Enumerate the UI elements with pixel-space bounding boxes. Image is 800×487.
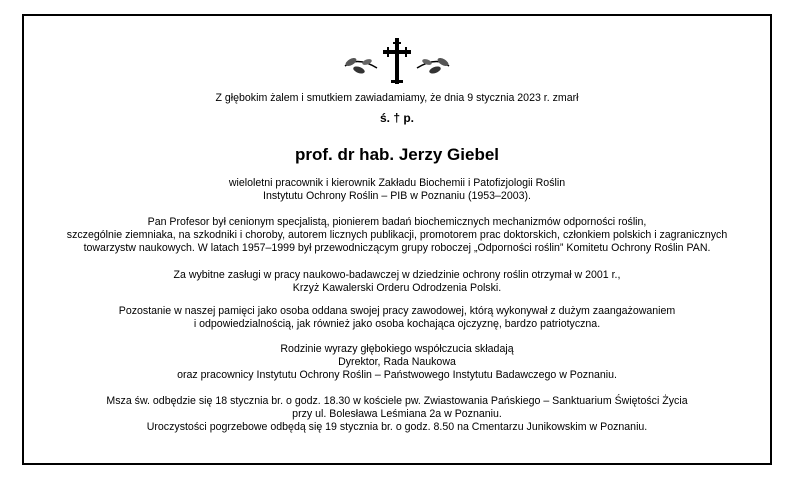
paragraph-line: Rodzinie wyrazy głębokiego współczucia składają <box>280 343 514 355</box>
opening-text: Z głębokim żalem i smutkiem zawiadamiamy, że dnia 9 stycznia 2023 r. zmarł <box>215 92 579 104</box>
paragraph-line: Msza św. odbędzie się 18 stycznia br. o godz. 18.30 w kościele pw. Zwiastowania Pańskiego – Sanktuarium Świętości Życia <box>106 395 688 407</box>
paragraph-line: wieloletni pracownik i kierownik Zakładu Biochemii i Patofizjologii Roślin <box>228 177 566 189</box>
paragraph-line: Uroczystości pogrzebowe odbędą się 19 stycznia br. o godz. 8.50 na Cmentarzu Junikowskim w Poznaniu. <box>146 421 648 433</box>
deceased-name: prof. dr hab. Jerzy Giebel <box>294 145 500 164</box>
paragraph-line: oraz pracownicy Instytutu Ochrony Roślin – Państwowego Instytutu Badawczego w Poznaniu. <box>177 369 617 381</box>
paragraph-achievements <box>24 216 770 255</box>
paragraph-line: Pan Profesor był cenionym specjalistą, pionierem badań biochemicznych mechanizmów odporności roślin, <box>147 216 647 228</box>
paragraph-line: przy ul. Bolesława Leśmiana 2a w Poznaniu. <box>292 408 502 420</box>
paragraph-line: szczególnie ziemniaka, na szkodniki i choroby, autorem licznych publikacji, promotorem prac doktorskich, członkiem polskich i zagranicznych <box>66 229 728 241</box>
cross-with-leaves-icon <box>337 36 457 86</box>
paragraph-award <box>24 269 770 295</box>
paragraph-line: i odpowiedzialnością, jak również jako osoba kochająca ojczyznę, bardzo patriotyczna. <box>193 318 601 330</box>
paragraph-position <box>24 177 770 203</box>
paragraph-line: Instytutu Ochrony Roślin – PIB w Poznaniu (1953–2003). <box>263 190 531 202</box>
paragraph-line: Krzyż Kawalerski Orderu Odrodzenia Polski. <box>292 282 502 294</box>
paragraph-funeral-details <box>24 395 770 434</box>
paragraph-line: Dyrektor, Rada Naukowa <box>338 356 456 368</box>
paragraph-line: Za wybitne zasługi w pracy naukowo-badawczej w dziedzinie ochrony roślin otrzymał w 2001 r., <box>173 269 621 281</box>
memoriam-abbreviation: ś. † p. <box>379 111 414 125</box>
notice-frame <box>22 14 772 465</box>
paragraph-line: Pozostanie w naszej pamięci jako osoba oddana swojej pracy zawodowej, którą wykonywał z dużym zaangażowaniem <box>118 305 676 317</box>
paragraph-condolences <box>24 343 770 382</box>
paragraph-memory <box>24 305 770 331</box>
paragraph-line: towarzystw naukowych. W latach 1957–1999 był przewodniczącym grupy roboczej „Odporności roślin” Komitetu Ochrony Roślin PAN. <box>83 242 711 254</box>
